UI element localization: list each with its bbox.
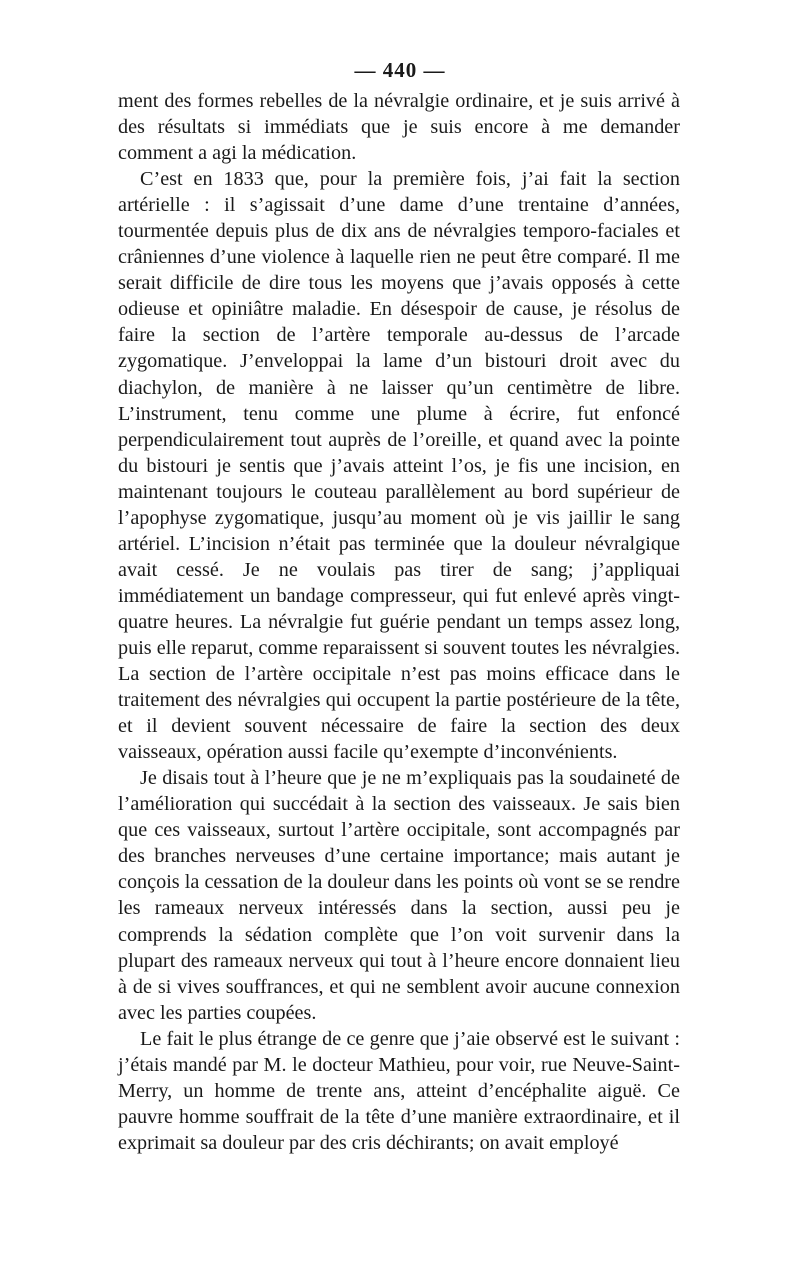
paragraph-2: C’est en 1833 que, pour la première fois, j’ai fait la section artérielle : il s’agissait d’une dame d’une trentaine d’années, tourmentée depuis plus de dix ans de névralgies temporo-faciales et crâniennes d’une violence à laquelle rien ne peut être comparé. Il me serait difficile de dire tous les moyens que j’avais opposés à cette odieuse et opiniâtre maladie. En désespoir de cause, je résolus de faire la section de l’artère temporale au-dessus de l’arcade zygomatique. J’enveloppai la lame d’un bistouri droit avec du diachylon, de manière à ne laisser qu’un centimètre de libre. L’instrument, tenu comme une plume à écrire, fut enfoncé perpendiculairement tout auprès de l’oreille, et quand avec la pointe du bistouri je sentis que j’avais atteint l’os, je fis une incision, en maintenant toujours le couteau parallèlement au bord supérieur de l’apophyse zygomatique, jusqu’au moment où je vis jaillir le sang artériel. L’incision n’était pas terminée que la douleur névralgique avait cessé. Je ne voulais pas tirer de sang; j’appliquai immédiatement un bandage compresseur, qui fut enlevé après vingt-quatre heures. La névralgie fut guérie pendant un temps assez long, puis elle reparut, comme reparaissent si souvent toutes les névralgies. La section de l’artère occipitale n’est pas moins efficace dans le traitement des névralgies qui occupent la partie postérieure de la tête, et il devient souvent nécessaire de faire la section des deux vaisseaux, opération aussi facile qu’exempte d’inconvénients.: [118, 168, 680, 764]
paragraph-3: Je disais tout à l’heure que je ne m’expliquais pas la soudaineté de l’amélioration qui succédait à la section des vaisseaux. Je sais bien que ces vaisseaux, surtout l’artère occipitale, sont accompagnés par des branches nerveuses d’une certaine importance; mais autant je conçois la cessation de la douleur dans les points où vont se se rendre les rameaux nerveux intéressés dans la section, aussi peu je comprends la sédation complète que l’on voit survenir dans la plupart des rameaux nerveux qui tout à l’heure encore donnaient lieu à de si vives souffrances, et qui ne semblent avoir aucune connexion avec les parties coupées.: [118, 767, 680, 1024]
page-number: — 440 —: [354, 58, 446, 82]
paragraph-1: ment des formes rebelles de la névralgie ordinaire, et je suis arrivé à des résultats si immédiats que je suis encore à me demander comment a agi la médication.: [118, 90, 680, 165]
body-text: [118, 88, 680, 1156]
paragraph-4: Le fait le plus étrange de ce genre que j’aie observé est le suivant : j’étais mandé par M. le docteur Mathieu, pour voir, rue Neuve-Saint-Merry, un homme de trente ans, atteint d’encéphalite aiguë. Ce pauvre homme souffrait de la tête d’une manière extraordinaire, et il exprimait sa douleur par des cris déchirants; on avait employé: [118, 1027, 680, 1154]
